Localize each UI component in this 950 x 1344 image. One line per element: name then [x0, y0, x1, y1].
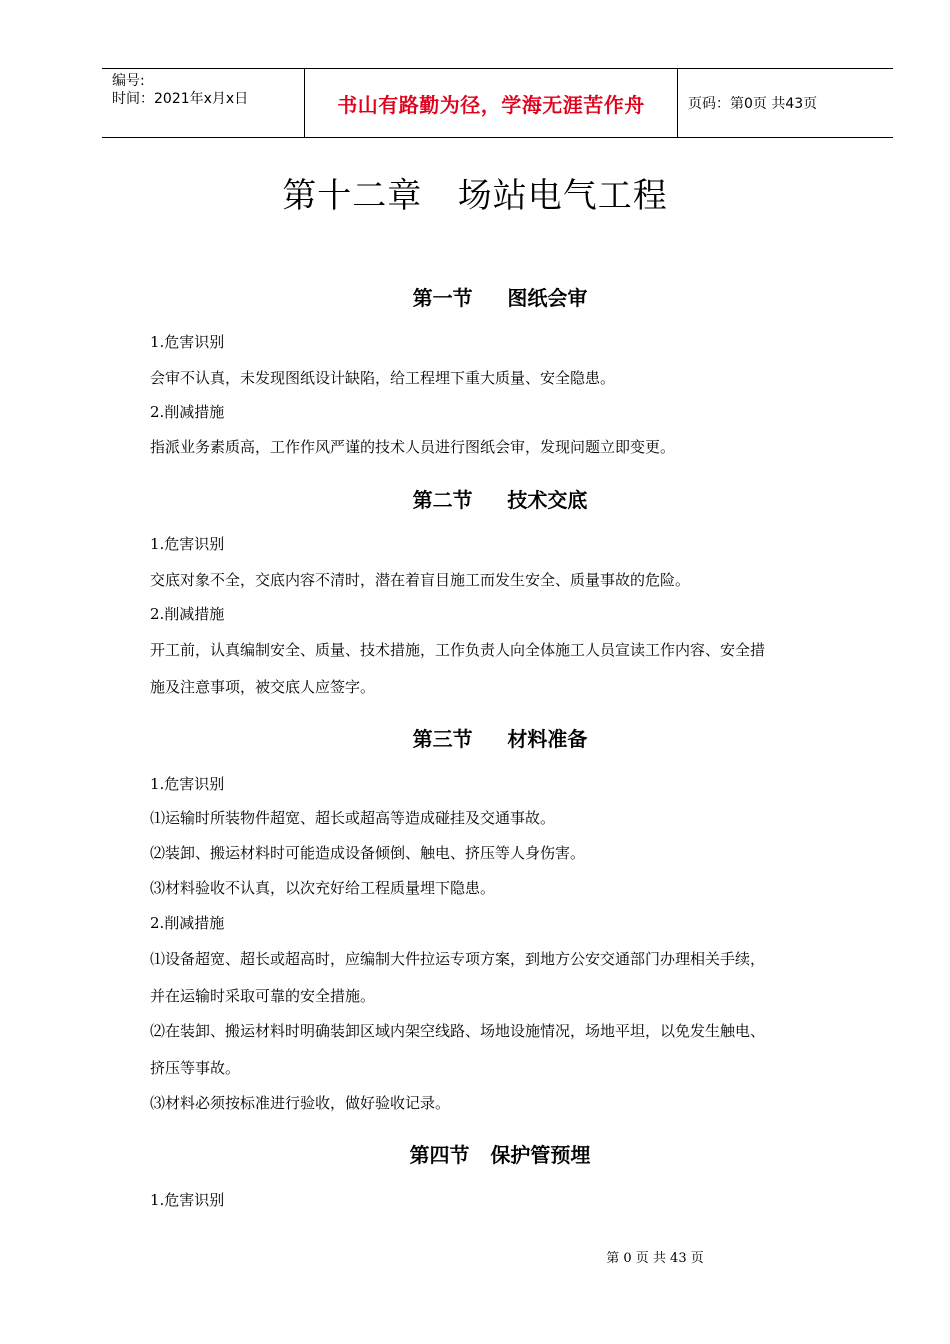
paragraph-line: 交底对象不全，交底内容不清时，潜在着盲目施工而发生安全、质量事故的危险。: [150, 571, 691, 589]
paragraph-line: 并在运输时采取可靠的安全措施。: [150, 987, 376, 1005]
paragraph-line: ⑴设备超宽、超长或超高时，应编制大件拉运专项方案，到地方公安交通部门办理相关手续，: [150, 950, 766, 968]
paragraph-line: 指派业务素质高，工作作风严谨的技术人员进行图纸会审，发现问题立即变更。: [150, 438, 676, 456]
paragraph-line: 1.危害识别: [150, 1191, 225, 1209]
paragraph-line: 2.削减措施: [150, 914, 225, 932]
document-time-label: 时间：2021年x月x日: [112, 91, 249, 107]
page-header: [102, 68, 893, 138]
header-meta: [102, 69, 304, 137]
paragraph-line: 1.危害识别: [150, 535, 225, 553]
paragraph-line: ⑶材料验收不认真，以次充好给工程质量埋下隐患。: [150, 879, 496, 897]
document-number-label: 编号:: [112, 73, 145, 89]
paragraph-line: 1.危害识别: [150, 333, 225, 351]
paragraph-line: ⑴运输时所装物件超宽、超长或超高等造成碰挂及交通事故。: [150, 809, 556, 827]
header-motto: 书山有路勤为径，学海无涯苦作舟: [304, 69, 678, 137]
paragraph-line: ⑶材料必须按标准进行验收，做好验收记录。: [150, 1094, 451, 1112]
paragraph-line: 挤压等事故。: [150, 1059, 241, 1077]
paragraph-line: 1.危害识别: [150, 775, 225, 793]
paragraph-line: ⑵在装卸、搬运材料时明确装卸区域内架空线路、场地设施情况，场地平坦，以免发生触电、: [150, 1022, 766, 1040]
paragraph-line: 施及注意事项，被交底人应签字。: [150, 678, 376, 696]
paragraph-line: ⑵装卸、搬运材料时可能造成设备倾倒、触电、挤压等人身伤害。: [150, 844, 586, 862]
section-title: 第三节 材料准备: [412, 727, 588, 751]
paragraph-line: 2.削减措施: [150, 605, 225, 623]
section-title: 第二节 技术交底: [412, 488, 588, 512]
header-page-info: 页码：第0页 共43页: [688, 96, 818, 112]
chapter-title: 第十二章 场站电气工程: [282, 176, 668, 216]
page-footer: 第 0 页 共 43 页: [606, 1251, 704, 1266]
paragraph-line: 会审不认真，未发现图纸设计缺陷，给工程埋下重大质量、安全隐患。: [150, 369, 616, 387]
paragraph-line: 开工前，认真编制安全、质量、技术措施，工作负责人向全体施工人员宣读工作内容、安全措: [150, 641, 766, 659]
section-title: 第一节 图纸会审: [412, 286, 588, 310]
section-title: 第四节 保护管预埋: [409, 1143, 591, 1167]
paragraph-line: 2.削减措施: [150, 403, 225, 421]
